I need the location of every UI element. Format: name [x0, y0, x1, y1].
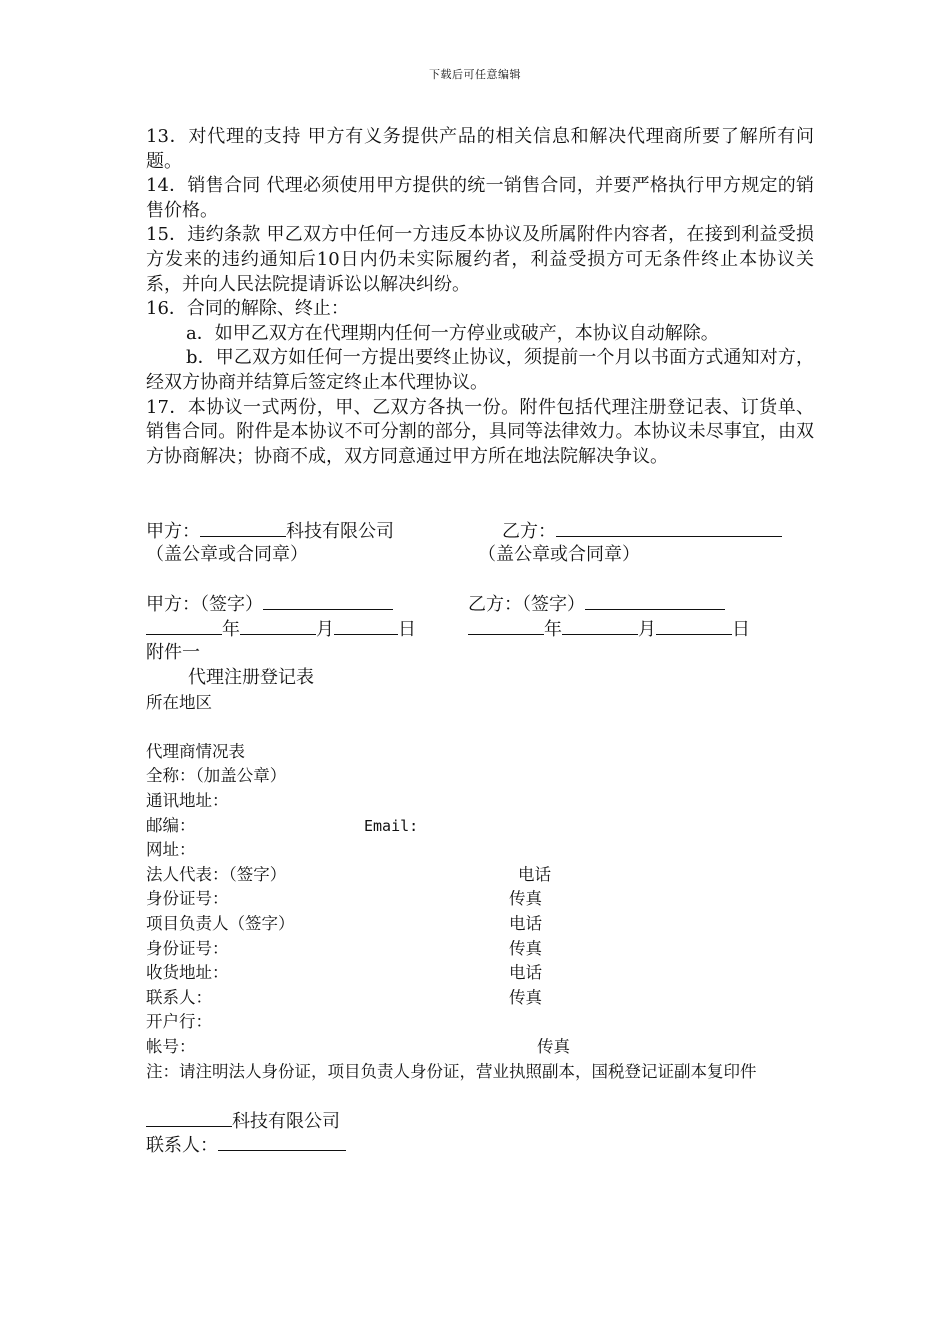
clause-14: 14．销售合同 代理必须使用甲方提供的统一销售合同，并要严格执行甲方规定的销售价格。 [146, 175, 814, 221]
clause-16-item-a: a．如甲乙双方在代理期内任何一方停业或破产，本协议自动解除。 [186, 322, 719, 344]
party-a-company: 科技有限公司 [286, 520, 394, 542]
appendix-note: 注：请注明法人身份证，项目负责人身份证，营业执照副本，国税登记证副本复印件 [146, 1061, 757, 1081]
bank-field: 开户行： [146, 1012, 212, 1032]
id-row [146, 887, 814, 912]
account-field: 帐号： [146, 1036, 196, 1056]
footer-company: 科技有限公司 [232, 1110, 340, 1132]
footer-contact-blank [218, 1133, 346, 1151]
shipping-field: 收货地址： [146, 963, 229, 983]
shipping-row [146, 961, 814, 986]
phone-field-2: 电话 [509, 914, 542, 933]
sign-b-group [468, 592, 725, 618]
full-name-field: 全称：（加盖公章） [146, 766, 287, 786]
party-a-label: 甲方： [146, 520, 200, 542]
clause-17: 17．本协议一式两份，甲、乙双方各执一份。附件包括代理注册登记表、订货单、销售合同。附件是本协议不可分割的部分，具同等法律效力。本协议未尽事宜，由双方协商解决；协商不成，双方同意通过甲方所在地法院解决争议。 [146, 396, 814, 467]
id-row-2 [146, 937, 814, 962]
footer-company-row [146, 1109, 814, 1134]
legal-rep-row [146, 863, 814, 888]
seal-note-b: （盖公章或合同章） [478, 544, 640, 566]
footer-contact-row [146, 1133, 814, 1158]
seal-note-a: （盖公章或合同章） [146, 544, 308, 566]
sign-b-label: 乙方：（签字） [468, 594, 585, 616]
date-a-year-blank [146, 617, 222, 635]
date-a-day: 日 [398, 618, 416, 640]
party-line [146, 519, 814, 544]
date-a-year: 年 [222, 618, 240, 640]
fax-field-3: 传真 [509, 987, 542, 1007]
footer-company-blank [146, 1109, 232, 1127]
website-field: 网址： [146, 840, 196, 860]
date-b-year-blank [468, 617, 544, 635]
legal-rep-field: 法人代表：（签字） [146, 864, 287, 884]
page-header: 下载后可任意编辑 [429, 68, 521, 81]
date-a-day-blank [334, 617, 398, 635]
id-field: 身份证号： [146, 889, 229, 909]
footer-contact: 联系人： [146, 1135, 218, 1157]
party-b-blank [556, 519, 782, 537]
fax-field-4: 传真 [537, 1036, 570, 1056]
contact-row [146, 986, 814, 1011]
account-row [146, 1035, 814, 1060]
region-field: 所在地区 [146, 692, 212, 712]
contact-field: 联系人： [146, 987, 212, 1007]
date-b-day-blank [656, 617, 732, 635]
appendix-title: 代理注册登记表 [188, 667, 314, 689]
fax-field-2: 传真 [509, 938, 542, 958]
party-a-blank [200, 519, 286, 537]
phone-field-3: 电话 [509, 963, 542, 983]
clause-13: 13．对代理的支持 甲方有义务提供产品的相关信息和解决代理商所要了解所有问题。 [146, 126, 814, 172]
sign-a-blank [263, 592, 393, 610]
date-line [146, 617, 814, 642]
postcode-row [146, 814, 814, 839]
contract-body [146, 125, 814, 1158]
date-b-month: 月 [638, 618, 656, 640]
party-b-label: 乙方： [502, 520, 556, 542]
postcode-field: 邮编： [146, 815, 196, 835]
clause-16-item-b: b．甲乙双方如任何一方提出要终止协议，须提前一个月以书面方式通知对方，经双方协商并结算后签定终止本代理协议。 [146, 347, 814, 393]
date-b-day: 日 [732, 618, 750, 640]
date-b-group [468, 617, 750, 643]
project-lead-field: 项目负责人（签字） [146, 914, 295, 933]
party-b-group [502, 519, 782, 545]
sign-a-label: 甲方：（签字） [146, 594, 263, 616]
phone-field: 电话 [518, 864, 551, 884]
date-a-month-blank [240, 617, 316, 635]
email-field: Email: [364, 816, 419, 835]
sign-b-blank [585, 592, 725, 610]
info-table-title: 代理商情况表 [146, 741, 245, 761]
date-b-year: 年 [544, 618, 562, 640]
sign-line [146, 592, 814, 617]
clause-15: 15．违约条款 甲乙双方中任何一方违反本协议及所属附件内容者，在接到利益受损方发来的违约通知后10日内仍未实际履约者，利益受损方可无条件终止本协议关系，并向人民法院提请诉讼以解决纠纷。 [146, 224, 814, 295]
date-b-month-blank [562, 617, 638, 635]
project-lead-row [146, 912, 814, 937]
seal-line [146, 543, 814, 568]
appendix-label: 附件一 [146, 642, 200, 664]
date-a-month: 月 [316, 618, 334, 640]
address-field: 通讯地址： [146, 791, 229, 811]
id-field-2: 身份证号： [146, 938, 229, 958]
fax-field: 传真 [509, 889, 542, 909]
clause-16: 16．合同的解除、终止： [146, 298, 349, 320]
